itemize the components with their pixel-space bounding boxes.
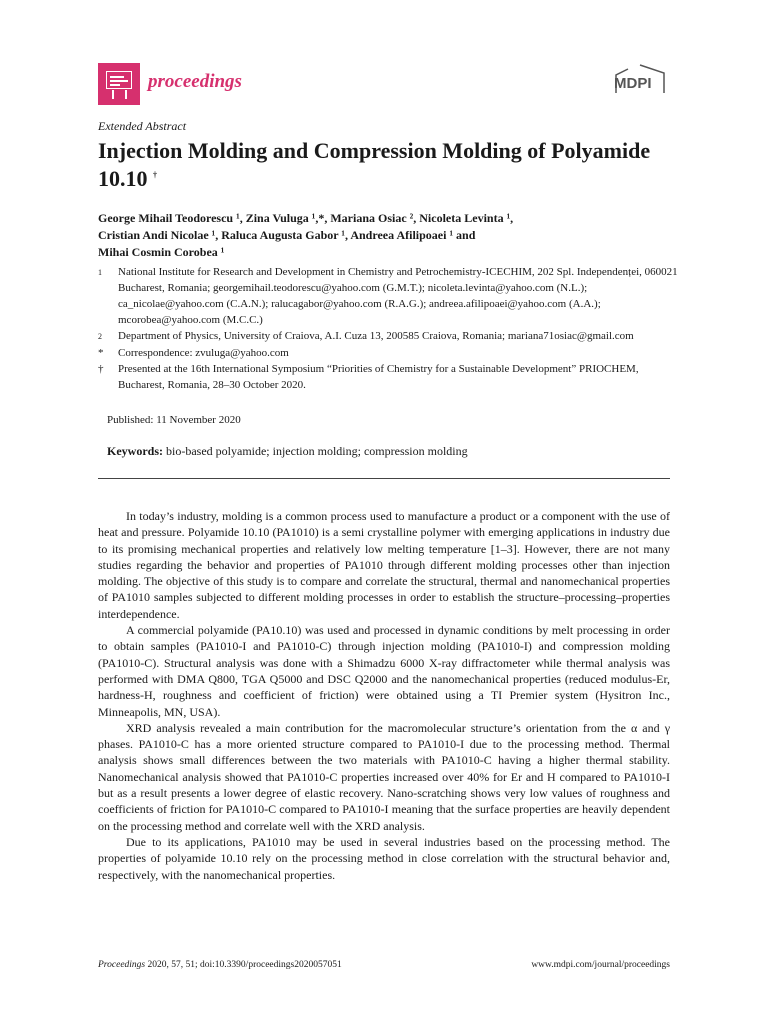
- affiliation-mark: 2: [98, 332, 102, 341]
- citation-journal: Proceedings: [98, 960, 146, 970]
- keywords-text: bio-based polyamide; injection molding; compression molding: [166, 444, 468, 458]
- affiliations: [98, 264, 678, 393]
- author-line: George Mihail Teodorescu ¹, Zina Vuluga ¹,*, Mariana Osiac ², Nicoleta Levinta ¹,: [98, 211, 514, 225]
- title-text: Injection Molding and Compression Molding of Polyamide 10.10: [98, 138, 651, 191]
- journal-url[interactable]: www.mdpi.com/journal/proceedings: [531, 960, 670, 970]
- affiliation-text: National Institute for Research and Development in Chemistry and Petrochemistry-ICECHIM, 202 Spl. Independenței, 060021 Bucharest, Romania; georgemihail.teodorescu@yahoo.com (G.M.T.); nicoleta.levinta@yahoo.com (N.L.); ca_nicolae@yahoo.com (C.A.N.); ralucagabor@yahoo.com (R.A.G.); andreea.afilipoaei@yahoo.com (A.A.); mcorobea@yahoo.com (M.C.C.): [118, 266, 678, 326]
- paragraph: XRD analysis revealed a main contribution for the macromolecular structure’s orientation from the α and γ phases. PA1010-C has a more oriented structure compared to PA1010-I due to the processing method. Thermal analysis shows small differences between the two materials with PA1010-C having a higher thermal stability. Nanomechanical analysis showed that PA1010-C properties increased over 40% for Er and H compared to PA1010-I but as a result presents a lower degree of elastic recovery. Nano-scratching shows very low values of roughness and coefficients of friction for PA1010-C compared to PA1010-I meaning that the surface properties are heavily dependent on the processing method and correlate well with the XRD analysis.: [98, 720, 670, 833]
- affiliation-mark: †: [98, 363, 104, 375]
- paragraph: In today’s industry, molding is a common process used to manufacture a product or a component with the use of heat and pressure. Polyamide 10.10 (PA1010) is a semi crystalline polymer with emerging applications in industry due to its promising mechanical properties and relatively low melting temperature [1–3]. However, there are not many studies regarding the behavior and properties of PA1010 through different molding processes other than injection molding. The objective of this study is to compare and correlate the structural, thermal and nanomechanical properties of PA1010 samples subjected to different molding processes in order to establish the structure–processing–properties interdependence.: [98, 509, 670, 621]
- published-date: Published: 11 November 2020: [107, 414, 241, 426]
- paragraph: Due to its applications, PA1010 may be used in several industries based on the processing method. The properties of polyamide 10.10 rely on the processing method in close correlation with the structural behavior and, respectively, with the nanomechanical properties.: [98, 834, 670, 882]
- title-dagger: †: [153, 170, 157, 180]
- presentation-note: Presented at the 16th International Symposium “Priorities of Chemistry for a Sustainable Development” PRIOCHEM, Bucharest, Romania, 28–30 October 2020.: [118, 363, 639, 391]
- paper-title: [98, 137, 658, 193]
- keywords-label: Keywords:: [107, 444, 163, 458]
- affiliation-item: [98, 345, 678, 361]
- affiliation-text: Department of Physics, University of Craiova, A.I. Cuza 13, 200585 Craiova, Romania; mariana71osiac@gmail.com: [118, 330, 634, 342]
- author-line: Mihai Cosmin Corobea ¹: [98, 245, 225, 259]
- affiliation-mark: *: [98, 347, 104, 359]
- affiliation-mark: 1: [98, 268, 102, 277]
- presentation-board-icon: [98, 63, 140, 105]
- author-line: Cristian Andi Nicolae ¹, Raluca Augusta Gabor ¹, Andreea Afilipoaei ¹ and: [98, 228, 476, 242]
- correspondence-text: Correspondence: zvuluga@yahoo.com: [118, 347, 289, 359]
- journal-name: proceedings: [148, 71, 242, 92]
- keywords: [107, 444, 468, 459]
- mdpi-logo-text: MDPI: [614, 75, 652, 92]
- mdpi-logo: [610, 63, 670, 99]
- citation-details: 2020, 57, 51; doi:10.3390/proceedings2020057051: [147, 960, 342, 970]
- author-list: [98, 210, 658, 261]
- paragraph: A commercial polyamide (PA10.10) was used and processed in dynamic conditions by melt processing in order to obtain samples (PA1010-I and PA1010-C) through injection molding (PA1010-I) and compression molding (PA1010-C). Structural analysis was done with a Shimadzu 6000 X-ray diffractometer while thermal analysis was performed with DMA Q800, TGA Q5000 and DSC Q2000 and the nanomechanical properties (reduced modulus-Er, hardness-H, roughness and coefficient of friction) were obtained using a TI Premier system (Hysitron Inc., Minneapolis, MN, USA).: [98, 623, 670, 719]
- divider: [98, 478, 670, 479]
- affiliation-item: [98, 328, 678, 345]
- abstract-body: [98, 508, 670, 883]
- citation: [98, 960, 342, 970]
- affiliation-item: [98, 361, 678, 393]
- affiliation-item: [98, 264, 678, 328]
- article-type: Extended Abstract: [98, 119, 187, 133]
